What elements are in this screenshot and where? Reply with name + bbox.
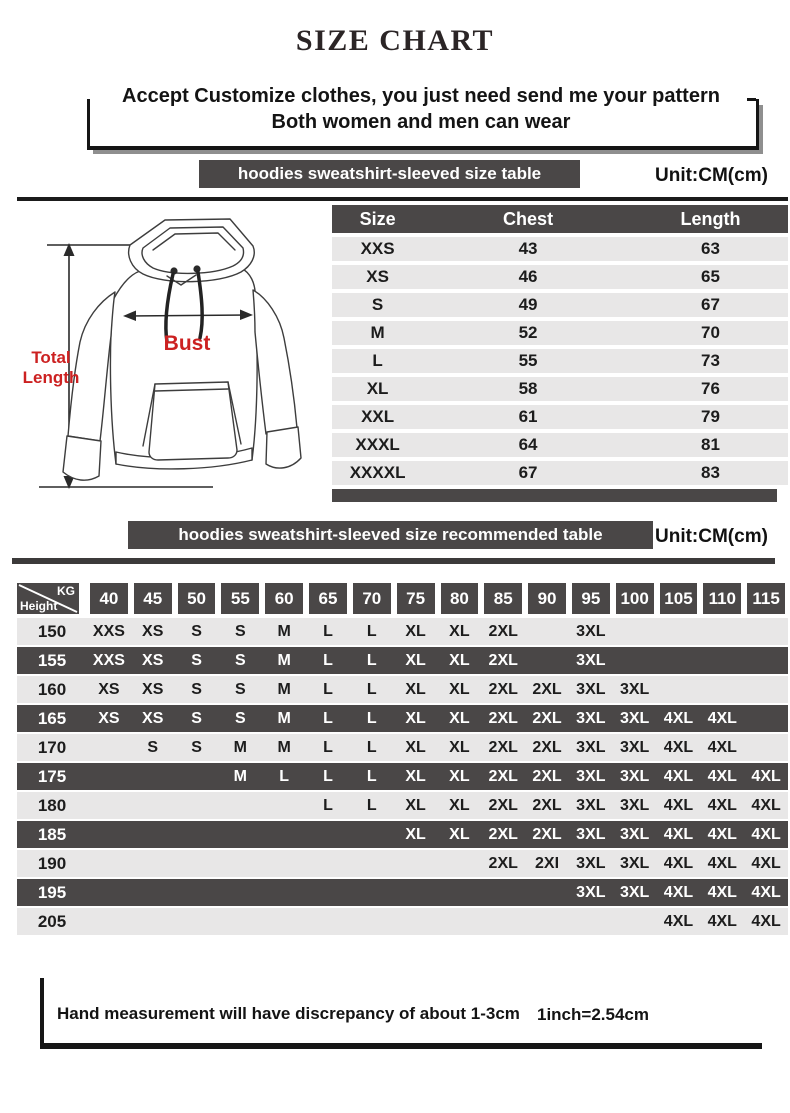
recommended-size-cell [131, 908, 175, 935]
recommended-size-cell [481, 879, 525, 906]
recommended-size-cell [525, 908, 569, 935]
size-table-header-row [332, 205, 788, 233]
size-value: 49 [518, 295, 538, 314]
recommended-size-cell: XL [405, 738, 426, 756]
recommended-size-cell: M [277, 680, 291, 698]
recommended-size-cell: 2XL [488, 796, 518, 814]
recommended-size-cell: 4XL [663, 854, 694, 872]
recommended-size-cell [175, 850, 219, 877]
size-label: S [371, 295, 384, 314]
divider-line-middle [12, 558, 775, 564]
height-label: 205 [37, 911, 67, 931]
recommended-size-cell: 4XL [751, 796, 781, 814]
weight-column-header: 60 [265, 583, 303, 614]
recommended-size-cell: 4XL [707, 767, 737, 785]
recommended-size-cell: L [323, 709, 333, 727]
height-label: 160 [37, 679, 67, 699]
recommended-size-cell: 4XL [751, 854, 781, 872]
recommended-size-cell [306, 850, 350, 877]
size-value: 65 [700, 267, 720, 286]
recommended-size-cell: 4XL [663, 767, 694, 785]
recommended-size-cell [394, 908, 438, 935]
recommended-size-cell: 4XL [663, 796, 694, 814]
size-value: 67 [700, 295, 720, 314]
recommended-size-cell: XL [449, 767, 470, 785]
recommended-size-cell: L [323, 796, 333, 814]
recommended-size-cell [744, 676, 788, 703]
recommended-size-cell: L [366, 767, 377, 785]
recommended-size-cell: 2XI [535, 854, 560, 872]
height-label: 155 [37, 650, 67, 670]
recommended-size-cell: 3XL [576, 854, 606, 872]
recommended-size-cell: 2XL [532, 709, 562, 727]
weight-column-header: 80 [441, 583, 479, 614]
size-table-row [332, 265, 788, 289]
recommended-size-cell [218, 821, 262, 848]
height-label: 190 [37, 853, 67, 873]
size-label: M [370, 323, 385, 342]
recommended-size-cell [350, 821, 394, 848]
recommended-size-cell [744, 734, 788, 761]
weight-column-header: 45 [134, 583, 172, 614]
size-table-row [332, 237, 788, 261]
weight-column-header: 90 [528, 583, 566, 614]
recommended-size-cell: XL [449, 796, 470, 814]
recommended-size-cell: S [235, 709, 246, 727]
recommended-size-cell [218, 850, 262, 877]
recommended-size-cell: 2XL [488, 709, 518, 727]
recommended-size-matrix [17, 583, 788, 937]
recommended-size-cell: 3XL [576, 651, 606, 669]
recommended-size-cell [175, 792, 219, 819]
recommended-size-cell [700, 647, 744, 674]
recommended-size-cell: L [366, 796, 377, 814]
recommended-size-cell [350, 908, 394, 935]
size-value: 76 [700, 379, 720, 398]
size-label: L [372, 351, 383, 370]
recommended-size-cell: 4XL [663, 912, 694, 930]
recommended-size-cell [131, 763, 175, 790]
recommended-size-cell: 4XL [751, 883, 781, 901]
size-value: 64 [518, 435, 538, 454]
size-table-column-header: Length [680, 208, 741, 229]
recommended-size-cell: M [277, 709, 291, 727]
recommended-size-cell [306, 908, 350, 935]
total-length-label-line1: Total [31, 348, 71, 367]
recommended-size-cell: S [191, 651, 202, 669]
recommended-size-cell: M [277, 651, 291, 669]
recommended-size-cell: 4XL [707, 883, 737, 901]
recommended-size-cell: 4XL [663, 738, 694, 756]
recommended-size-cell: 4XL [663, 709, 694, 727]
recommended-size-cell [175, 908, 219, 935]
size-table-rows [332, 205, 788, 485]
size-value: 46 [518, 267, 538, 286]
matrix-header-row [17, 583, 788, 614]
height-label: 150 [37, 621, 67, 641]
recommended-size-cell: S [191, 680, 202, 698]
size-table [332, 205, 788, 502]
recommended-size-cell: 3XL [619, 738, 650, 756]
recommended-size-cell: XS [98, 709, 120, 727]
recommended-size-cell [131, 850, 175, 877]
recommended-size-cell [262, 908, 306, 935]
recommended-size-cell [87, 850, 131, 877]
recommended-size-cell [744, 618, 788, 645]
matrix-body [17, 618, 788, 935]
size-value: 79 [700, 407, 720, 426]
recommended-size-cell: 3XL [576, 709, 606, 727]
recommended-size-cell: XL [405, 622, 426, 640]
size-value: 67 [518, 463, 538, 482]
recommended-size-cell: XS [142, 680, 164, 698]
size-label: XXS [360, 239, 395, 258]
recommended-size-cell: S [235, 680, 246, 698]
size-table-column-header: Chest [503, 208, 554, 229]
recommended-size-cell [262, 792, 306, 819]
height-label: 195 [37, 882, 67, 902]
recommended-size-cell: 2XL [532, 767, 562, 785]
recommended-size-cell [350, 879, 394, 906]
recommended-size-cell [525, 879, 569, 906]
recommended-size-cell: S [235, 651, 246, 669]
recommended-size-cell: M [233, 767, 247, 785]
corner-kg-label: KG [57, 584, 75, 598]
size-value: 61 [518, 407, 538, 426]
recommended-size-cell: 3XL [576, 680, 606, 698]
recommended-size-cell: 4XL [663, 825, 694, 843]
recommended-size-cell: 3XL [619, 883, 650, 901]
recommended-size-cell: M [277, 738, 291, 756]
recommended-size-cell: 3XL [576, 883, 606, 901]
recommended-size-cell: 2XL [532, 738, 562, 756]
recommended-size-cell: XL [405, 709, 426, 727]
weight-column-header: 85 [484, 583, 522, 614]
recommended-size-cell: XL [405, 825, 426, 843]
weight-column-header: 110 [703, 583, 741, 614]
recommended-size-cell: 4XL [707, 796, 737, 814]
weight-column-header: 65 [309, 583, 347, 614]
height-label: 180 [37, 795, 67, 815]
inch-conversion-note: 1inch=2.54cm [537, 1005, 649, 1024]
recommended-size-cell [350, 850, 394, 877]
recommended-size-cell: L [323, 651, 333, 669]
size-value: 73 [700, 351, 720, 370]
recommended-size-cell: 4XL [707, 912, 737, 930]
recommended-size-cell: 4XL [707, 738, 737, 756]
recommended-size-cell [87, 879, 131, 906]
size-value: 83 [700, 463, 720, 482]
matrix-row [17, 850, 788, 877]
recommended-size-cell: XS [142, 622, 164, 640]
recommended-size-cell: S [191, 622, 202, 640]
divider-line-top [17, 197, 788, 201]
size-label: XS [366, 267, 389, 286]
matrix-row [17, 647, 788, 674]
recommended-size-cell: L [323, 680, 333, 698]
size-table-column-header: Size [359, 208, 396, 229]
recommended-size-cell [657, 676, 701, 703]
size-table-row [332, 405, 788, 429]
recommended-size-cell: 4XL [751, 825, 781, 843]
weight-column-header: 105 [660, 583, 698, 614]
recommended-size-cell [262, 821, 306, 848]
recommended-size-cell [657, 618, 701, 645]
recommended-size-cell: 2XL [488, 767, 518, 785]
recommended-size-cell [262, 879, 306, 906]
matrix-row [17, 879, 788, 906]
recommended-size-cell: 3XL [576, 796, 606, 814]
recommended-size-cell: XS [142, 709, 164, 727]
customize-notice [92, 83, 750, 135]
recommended-size-cell: XL [449, 680, 470, 698]
recommended-size-cell [87, 821, 131, 848]
matrix-corner-cell [17, 583, 79, 614]
recommended-size-cell: 4XL [707, 709, 737, 727]
size-table-row [332, 461, 788, 485]
weight-column-header: 40 [90, 583, 128, 614]
recommended-size-cell [87, 908, 131, 935]
notice-line-1: Accept Customize clothes, you just need send me your pattern [122, 85, 720, 107]
recommended-size-cell [175, 821, 219, 848]
hoodie-measurement-diagram [15, 210, 330, 500]
recommended-size-cell: S [147, 738, 159, 756]
size-value: 70 [700, 323, 720, 342]
recommended-size-cell: 2XL [488, 622, 518, 640]
recommended-size-cell: XL [449, 709, 470, 727]
matrix-row [17, 705, 788, 732]
recommended-size-cell [744, 647, 788, 674]
recommended-size-cell [394, 850, 438, 877]
recommended-size-cell: 4XL [663, 883, 694, 901]
height-label: 170 [37, 737, 67, 757]
recommended-size-cell: L [323, 622, 333, 640]
recommended-size-cell: 4XL [751, 912, 781, 930]
recommended-size-cell: 3XL [619, 767, 650, 785]
recommended-size-cell [306, 821, 350, 848]
total-length-label-line2: Length [22, 368, 80, 387]
notice-line-2: Both women and men can wear [271, 111, 571, 133]
recommended-size-cell: XS [98, 680, 120, 698]
recommended-size-cell: XL [449, 622, 470, 640]
size-table-bottom-bar [332, 489, 777, 502]
recommended-size-cell [438, 908, 482, 935]
recommended-size-cell: XL [405, 796, 426, 814]
weight-column-header: 95 [572, 583, 610, 614]
recommended-size-cell: L [366, 651, 377, 669]
size-table-row [332, 293, 788, 317]
recommended-size-cell: 4XL [707, 854, 737, 872]
recommended-size-cell [87, 763, 131, 790]
recommended-size-cell: XL [405, 767, 426, 785]
recommended-size-cell: L [366, 680, 377, 698]
size-value: 81 [700, 435, 720, 454]
recommended-size-cell: 2XL [532, 796, 562, 814]
recommended-size-cell: 3XL [576, 622, 606, 640]
recommended-size-cell [394, 879, 438, 906]
size-value: 63 [700, 239, 720, 258]
recommended-size-cell: 2XL [532, 825, 562, 843]
recommended-size-cell [87, 734, 131, 761]
matrix-row [17, 734, 788, 761]
recommended-size-cell: L [323, 738, 333, 756]
weight-column-header: 115 [747, 583, 785, 614]
recommended-size-cell: XL [449, 825, 470, 843]
recommended-size-cell: XXS [92, 651, 125, 669]
matrix-row [17, 792, 788, 819]
recommended-size-cell [87, 792, 131, 819]
size-label: XL [366, 379, 389, 398]
page-title: SIZE CHART [295, 24, 495, 57]
size-table-row [332, 349, 788, 373]
recommended-size-cell: 3XL [619, 854, 650, 872]
height-label: 165 [37, 708, 67, 728]
recommended-size-cell [569, 908, 613, 935]
size-value: 52 [518, 323, 538, 342]
weight-column-header: 50 [178, 583, 216, 614]
recommended-size-cell [175, 763, 219, 790]
size-value: 58 [518, 379, 538, 398]
recommended-size-cell: 3XL [619, 709, 650, 727]
recommended-size-cell: L [279, 767, 290, 785]
recommended-size-cell [438, 850, 482, 877]
recommended-size-cell [525, 618, 569, 645]
recommended-size-cell: 2XL [488, 738, 518, 756]
footnote-bracket-vertical [40, 978, 44, 1049]
recommended-size-cell: XL [405, 651, 426, 669]
recommended-size-cell: 2XL [488, 825, 518, 843]
recommended-size-cell: 3XL [576, 825, 606, 843]
matrix-row [17, 821, 788, 848]
recommended-size-cell [613, 618, 657, 645]
recommended-size-cell: 4XL [751, 767, 781, 785]
size-table-unit-label: Unit:CM(cm) [655, 165, 768, 186]
recommended-size-cell [175, 879, 219, 906]
recommended-size-cell: L [366, 622, 377, 640]
recommended-table-section-header: hoodies sweatshirt-sleeved size recommended table [128, 521, 653, 549]
recommended-table-unit-label: Unit:CM(cm) [655, 526, 768, 547]
recommended-size-cell: XXS [92, 622, 125, 640]
recommended-size-cell: S [235, 622, 246, 640]
recommended-size-cell: M [277, 622, 291, 640]
recommended-size-cell [481, 908, 525, 935]
size-table-row [332, 321, 788, 345]
size-table-section-header: hoodies sweatshirt-sleeved size table [199, 160, 580, 188]
recommended-size-cell [657, 647, 701, 674]
matrix-row [17, 763, 788, 790]
matrix-row [17, 908, 788, 935]
size-table-row [332, 433, 788, 457]
recommended-size-cell: XL [449, 738, 470, 756]
recommended-size-cell: 3XL [576, 738, 606, 756]
footnote-bracket-horizontal [40, 1043, 762, 1049]
recommended-size-cell [306, 879, 350, 906]
recommended-size-cell: 3XL [576, 767, 606, 785]
size-table-row [332, 377, 788, 401]
recommended-size-cell: 2XL [488, 854, 518, 872]
size-label: XXL [361, 407, 395, 426]
recommended-size-cell: M [233, 738, 247, 756]
recommended-size-cell [438, 879, 482, 906]
recommended-size-cell [218, 908, 262, 935]
weight-column-header: 100 [616, 583, 654, 614]
recommended-size-cell [744, 705, 788, 732]
recommended-size-cell [700, 676, 744, 703]
recommended-size-cell [525, 647, 569, 674]
size-value: 55 [518, 351, 538, 370]
size-label: XXXL [355, 435, 400, 454]
recommended-size-cell: L [366, 709, 377, 727]
recommended-size-cell: XL [449, 651, 470, 669]
measurement-discrepancy-note: Hand measurement will have discrepancy of about 1-3cm [57, 1004, 520, 1023]
recommended-size-cell [218, 879, 262, 906]
recommended-size-cell [131, 821, 175, 848]
size-value: 43 [518, 239, 538, 258]
weight-column-header: 55 [221, 583, 259, 614]
bust-label: Bust [163, 332, 211, 355]
corner-height-label: Height [20, 599, 58, 613]
recommended-size-cell [613, 908, 657, 935]
recommended-size-cell: 3XL [619, 825, 650, 843]
recommended-size-cell [700, 618, 744, 645]
recommended-size-cell: S [191, 738, 202, 756]
recommended-size-cell: L [366, 738, 377, 756]
recommended-size-cell: L [323, 767, 333, 785]
recommended-size-cell: 3XL [619, 680, 650, 698]
recommended-size-cell [131, 792, 175, 819]
recommended-size-cell: 2XL [488, 651, 518, 669]
recommended-size-cell: XS [142, 651, 164, 669]
recommended-size-cell: 4XL [707, 825, 737, 843]
recommended-size-cell: 2XL [488, 680, 518, 698]
recommended-size-cell: 3XL [619, 796, 650, 814]
recommended-size-cell: XL [405, 680, 426, 698]
recommended-size-cell: S [191, 709, 202, 727]
weight-column-header: 75 [397, 583, 435, 614]
recommended-size-cell: 2XL [532, 680, 562, 698]
recommended-size-cell [131, 879, 175, 906]
matrix-row [17, 618, 788, 645]
size-label: XXXXL [349, 463, 406, 482]
weight-column-header: 70 [353, 583, 391, 614]
matrix-row [17, 676, 788, 703]
recommended-size-cell [613, 647, 657, 674]
height-label: 185 [37, 824, 67, 844]
height-label: 175 [37, 766, 67, 786]
recommended-size-cell [262, 850, 306, 877]
recommended-size-cell [218, 792, 262, 819]
